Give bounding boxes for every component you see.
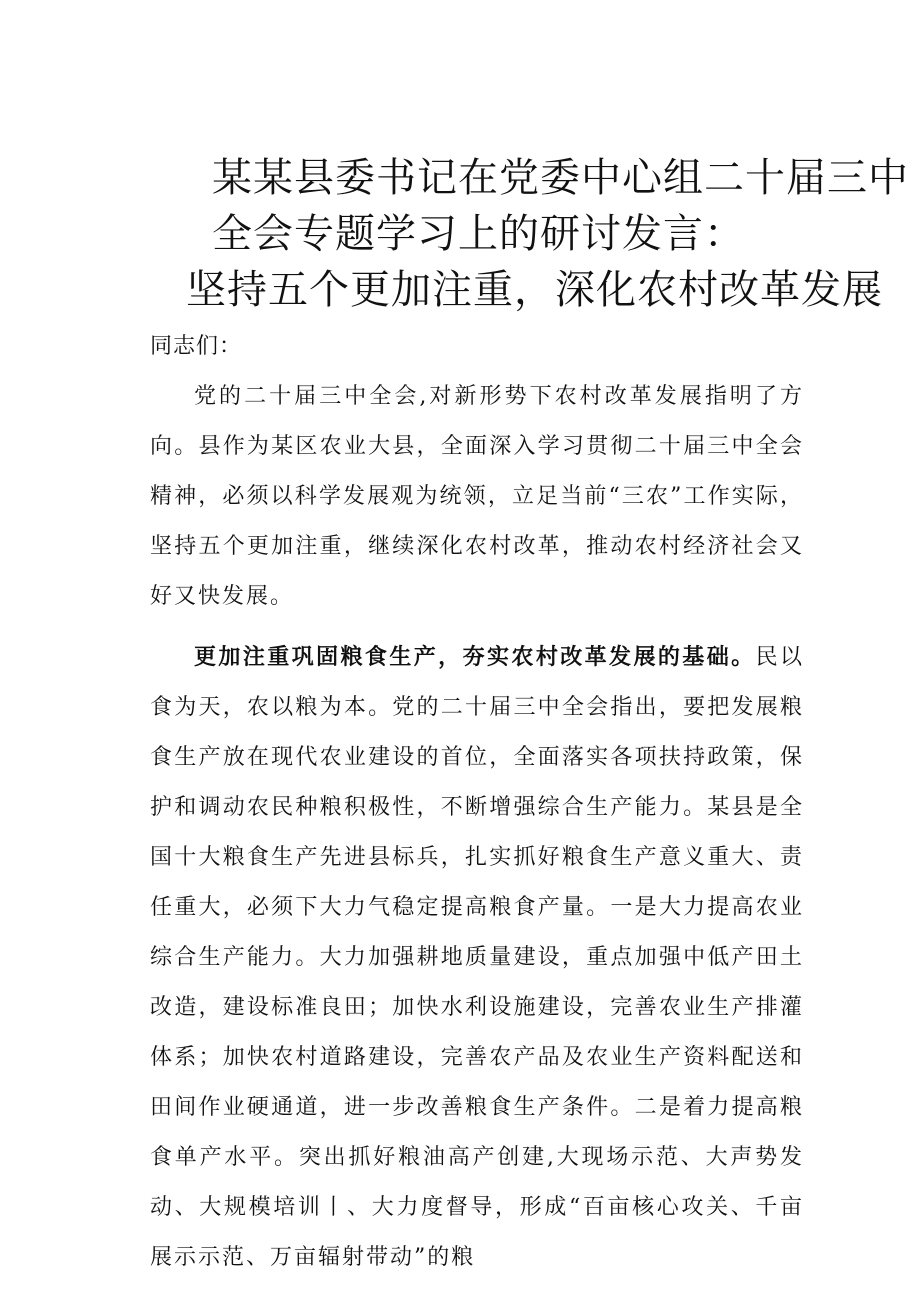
paragraph-intro: 党的二十届三中全会,对新形势下农村改革发展指明了方向。县作为某区农业大县，全面深入学习贯彻二十届三中全会精神，必须以科学发展观为统领，立足当前“三农”工作实际，坚持五个更加注重，继续深化农村改革，推动农村经济社会又好又快发展。 bbox=[150, 384, 804, 609]
paragraph-grain-production bbox=[150, 632, 804, 1283]
title-line-1: 某某县委书记在党委中心组二十届三中 bbox=[212, 155, 909, 201]
title-line-2: 全会专题学习上的研讨发言： bbox=[212, 211, 745, 257]
paragraph-lead-heading: 更加注重巩固粮食生产，夯实农村改革发展的基础。 bbox=[194, 644, 756, 670]
document-title bbox=[150, 150, 909, 318]
title-line-3: 坚持五个更加注重，深化农村改革发展 bbox=[186, 267, 883, 313]
paragraph-body-text: 民以食为天，农以粮为本。党的二十届三中全会指出，要把发展粮食生产放在现代农业建设的首位，全面落实各项扶持政策，保护和调动农民种粮积极性，不断增强综合生产能力。某县是全国十大粮食生产先进县标兵，扎实抓好粮食生产意义重大、责任重大，必须下大力气稳定提高粮食产量。一是大力提高农业综合生产能力。大力加强耕地质量建设，重点加强中低产田土改造，建设标准良田；加快水利设施建设，完善农业生产排灌体系；加快农村道路建设，完善农产品及农业生产资料配送和田间作业硬通道，进一步改善粮食生产条件。二是着力提高粮食单产水平。突出抓好粮油高产创建,大现场示范、大声势发动、大规模培训丨、大力度督导，形成“百亩核心攻关、千亩展示示范、万亩辐射带动”的粮 bbox=[150, 645, 804, 1270]
document-body bbox=[150, 322, 804, 1283]
greeting: 同志们： bbox=[150, 334, 243, 359]
